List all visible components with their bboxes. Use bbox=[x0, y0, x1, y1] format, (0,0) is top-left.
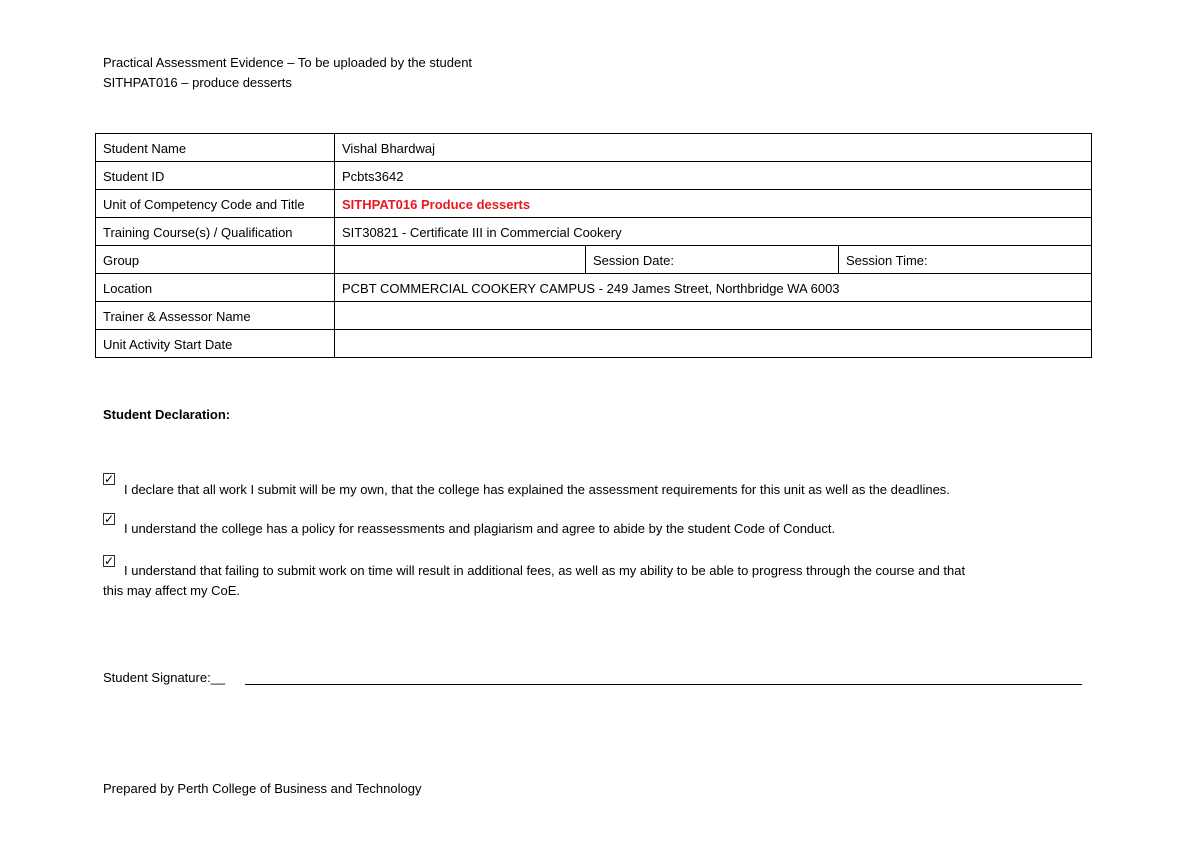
table-row bbox=[96, 246, 1092, 274]
table-row bbox=[96, 134, 1092, 162]
checkbox[interactable]: ✓ bbox=[104, 472, 115, 486]
session-date-field[interactable]: Session Date: bbox=[586, 246, 839, 274]
table-row bbox=[96, 274, 1092, 302]
table-row bbox=[96, 330, 1092, 358]
student-name-label: Student Name bbox=[96, 134, 335, 162]
checkbox[interactable]: ✓ bbox=[104, 554, 115, 568]
course-label: Training Course(s) / Qualification bbox=[96, 218, 335, 246]
declaration-item bbox=[103, 472, 1083, 500]
unit-value: SITHPAT016 Produce desserts bbox=[335, 190, 1092, 218]
header-subtitle: SITHPAT016 – produce desserts bbox=[103, 75, 292, 90]
header-title: Practical Assessment Evidence – To be uploaded by the student bbox=[103, 55, 473, 70]
course-value: SIT30821 - Certificate III in Commercial Cookery bbox=[335, 218, 1092, 246]
trainer-value[interactable] bbox=[335, 302, 1092, 330]
checkbox[interactable]: ✓ bbox=[104, 512, 115, 526]
start-date-value[interactable] bbox=[335, 330, 1092, 358]
student-name-value[interactable]: Vishal Bhardwaj bbox=[335, 134, 1092, 162]
signature-label: Student Signature:__ bbox=[103, 670, 226, 685]
group-value[interactable] bbox=[335, 246, 586, 274]
declaration-title: Student Declaration: bbox=[103, 407, 231, 422]
location-value: PCBT COMMERCIAL COOKERY CAMPUS - 249 James Street, Northbridge WA 6003 bbox=[335, 274, 1092, 302]
declaration-item bbox=[103, 511, 1083, 539]
declaration-text-continuation: this may affect my CoE. bbox=[103, 583, 241, 598]
footer-text: Prepared by Perth College of Business and Technology bbox=[103, 781, 422, 796]
declaration-item bbox=[103, 553, 1083, 601]
location-label: Location bbox=[96, 274, 335, 302]
student-id-value[interactable]: Pcbts3642 bbox=[335, 162, 1092, 190]
table-row bbox=[96, 162, 1092, 190]
declaration-text: I understand that failing to submit work on time will result in additional fees, as well as my ability to be able to progress through the course and that bbox=[124, 563, 966, 578]
group-label: Group bbox=[96, 246, 335, 274]
student-id-label: Student ID bbox=[96, 162, 335, 190]
declaration-text: I understand the college has a policy for reassessments and plagiarism and agree to abide by the student Code of Conduct. bbox=[124, 521, 836, 536]
trainer-label: Trainer & Assessor Name bbox=[96, 302, 335, 330]
start-date-label: Unit Activity Start Date bbox=[96, 330, 335, 358]
declaration-text: I declare that all work I submit will be my own, that the college has explained the assessment requirements for this unit as well as the deadlines. bbox=[124, 482, 950, 497]
student-info-table bbox=[95, 133, 1092, 358]
document-header bbox=[103, 53, 472, 93]
session-time-field[interactable]: Session Time: bbox=[839, 246, 1092, 274]
table-row bbox=[96, 190, 1092, 218]
table-row bbox=[96, 302, 1092, 330]
unit-label: Unit of Competency Code and Title bbox=[96, 190, 335, 218]
table-row bbox=[96, 218, 1092, 246]
signature-line[interactable] bbox=[245, 684, 1082, 685]
